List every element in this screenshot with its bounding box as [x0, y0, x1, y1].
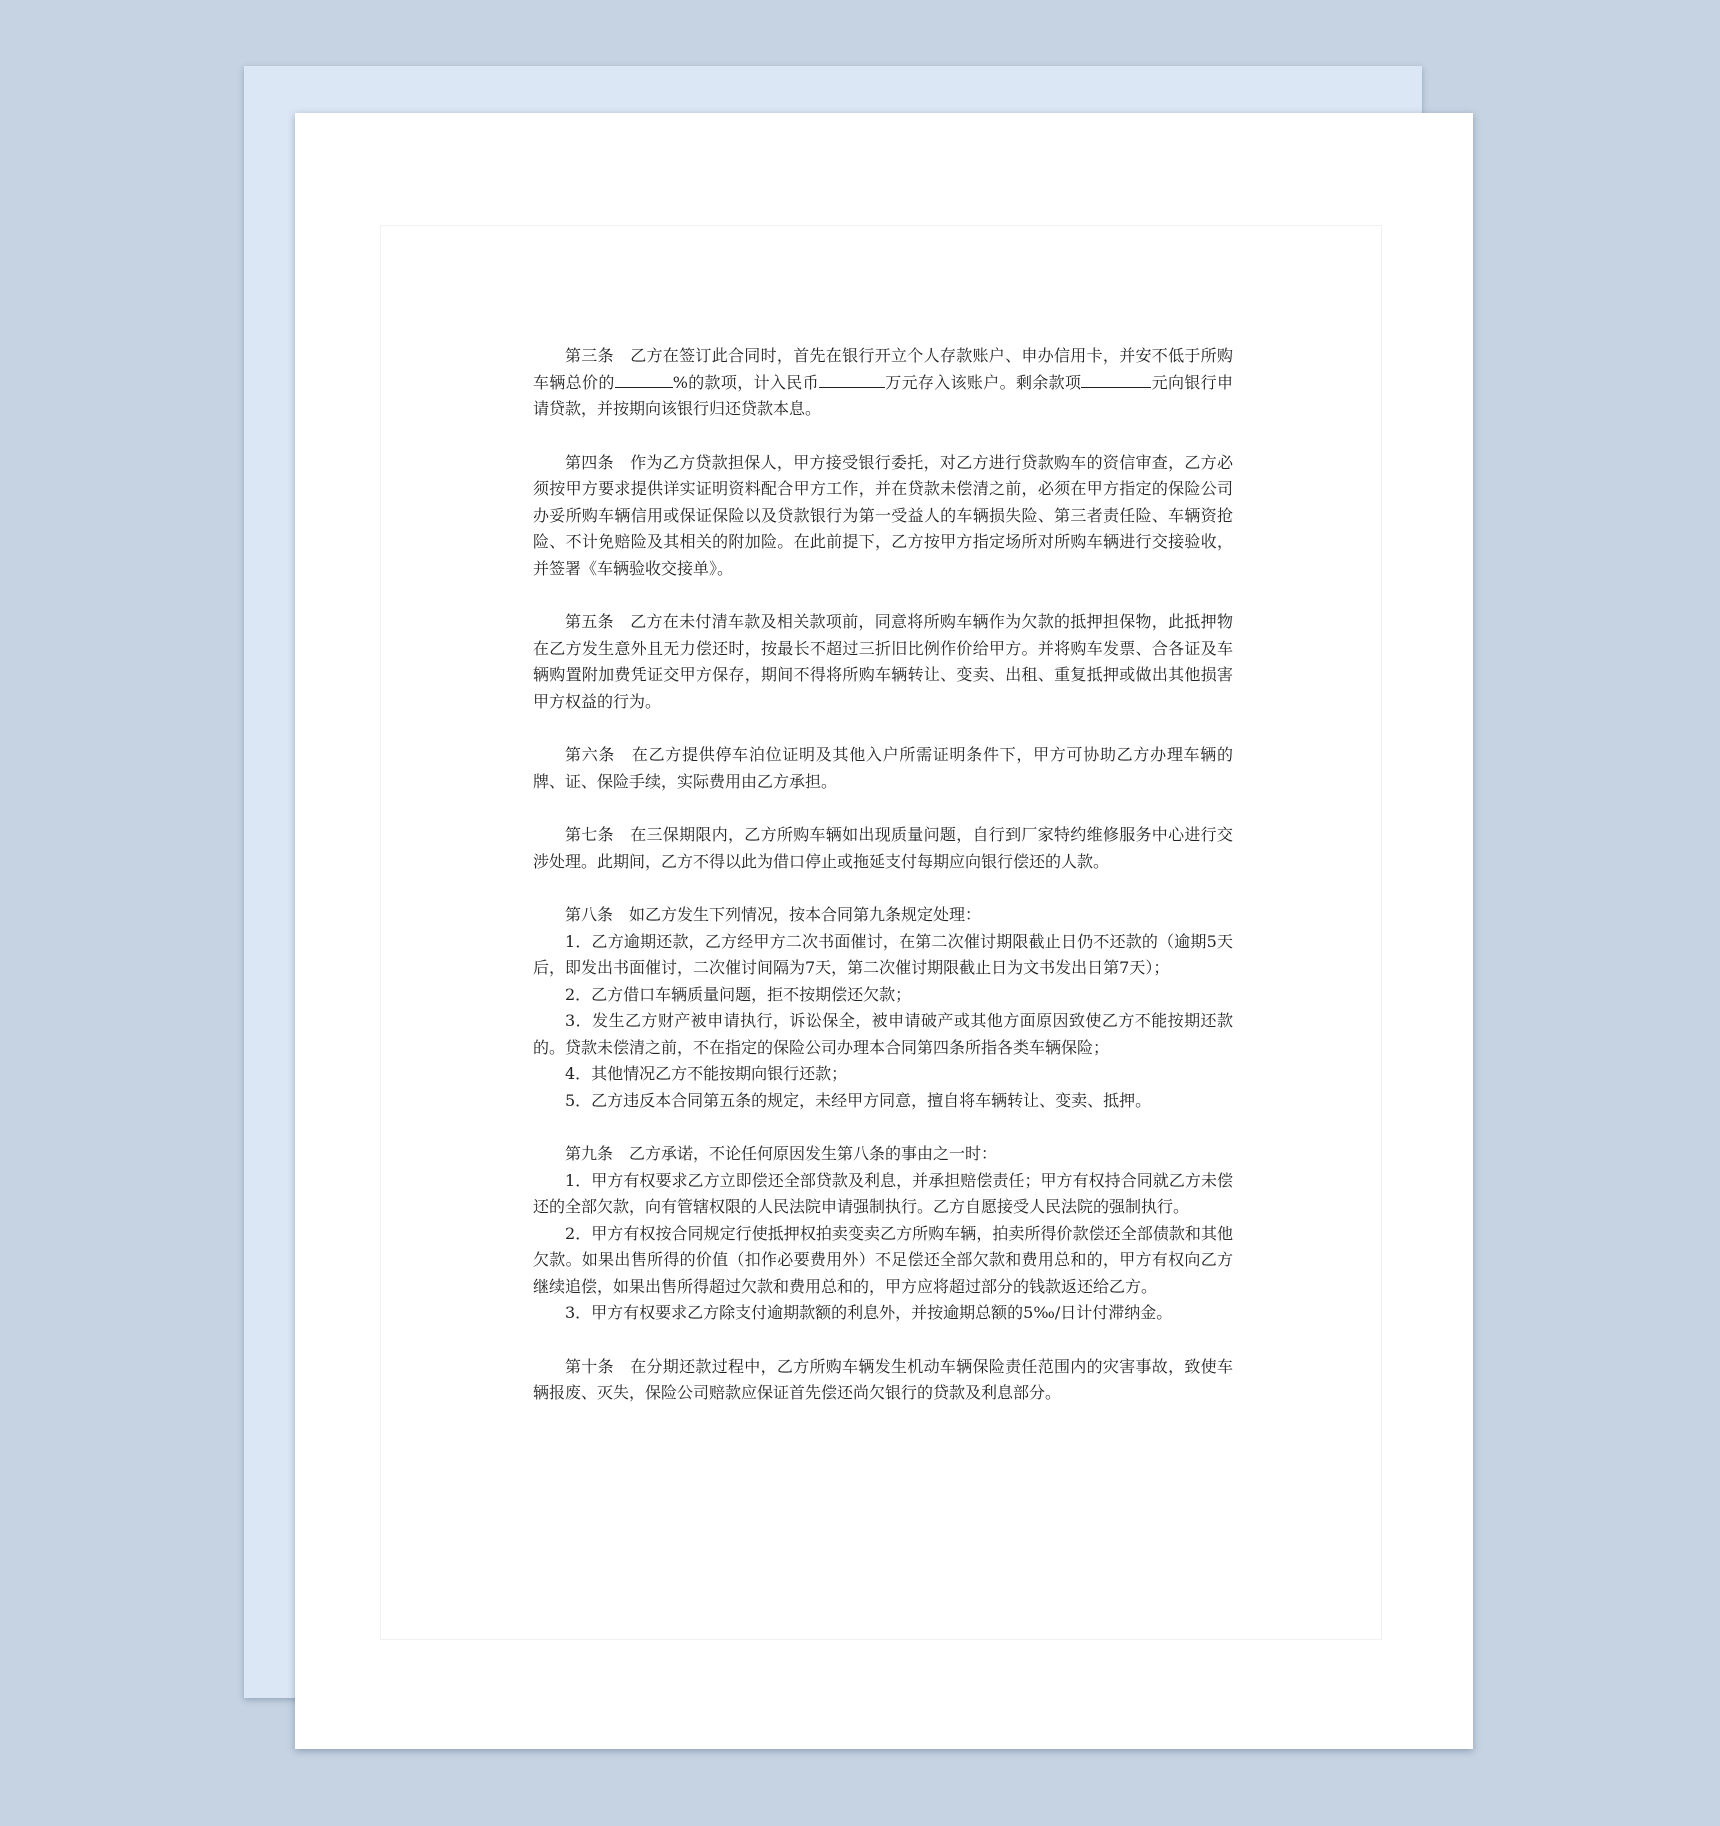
article-3-paragraph: 第三条 乙方在签订此合同时，首先在银行开立个人存款账户、申办信用卡，并安不低于所购车辆总价的 %的款项，计入民币 万元存入该账户。剩余款项 元向银行申请贷款，并按期向该银行归还贷款本息。: [533, 346, 1233, 418]
article-8-item-1: 1．乙方逾期还款，乙方经甲方二次书面催讨，在第二次催讨期限截止日仍不还款的（逾期5天后，即发出书面催讨，二次催讨间隔为7天，第二次催讨期限截止日为文书发出日第7天）；: [533, 931, 1233, 977]
article-8-item-5: 5．乙方违反本合同第五条的规定，未经甲方同意，擅自将车辆转让、变卖、抵押。: [565, 1090, 1152, 1110]
article-8: [533, 902, 1233, 1114]
blank-amount-loan: [1081, 371, 1151, 388]
article-9-paragraph: 第九条 乙方承诺，不论任何原因发生第八条的事由之一时：: [565, 1144, 998, 1163]
article-6: [533, 742, 1233, 795]
article-7-paragraph: 第七条 在三保期限内，乙方所购车辆如出现质量问题，自行到厂家特约维修服务中心进行交涉处理。此期间，乙方不得以此为借口停止或拖延支付每期应向银行偿还的人款。: [533, 825, 1233, 871]
article-7: [533, 822, 1233, 875]
article-6-paragraph: 第六条 在乙方提供停车泊位证明及其他入户所需证明条件下，甲方可协助乙方办理车辆的牌、证、保险手续，实际费用由乙方承担。: [533, 745, 1233, 791]
article-5: [533, 609, 1233, 715]
article-9: [533, 1141, 1233, 1327]
contract-body: [533, 343, 1233, 1434]
document-page: [295, 113, 1473, 1749]
article-5-paragraph: 第五条 乙方在未付清车款及相关款项前，同意将所购车辆作为欠款的抵押担保物，此抵押物在乙方发生意外且无力偿还时，按最长不超过三折旧比例作价给甲方。并将购车发票、合各证及车辆购置附加费凭证交甲方保存，期间不得将所购车辆转让、变卖、出租、重复抵押或做出其他损害甲方权益的行为。: [533, 612, 1233, 711]
article-8-paragraph: 第八条 如乙方发生下列情况，按本合同第九条规定处理：: [565, 905, 982, 924]
article-3: [533, 343, 1233, 423]
article-8-item-3: 3．发生乙方财产被申请执行，诉讼保全，被申请破产或其他方面原因致使乙方不能按期还款的。贷款未偿清之前，不在指定的保险公司办理本合同第四条所指各类车辆保险；: [533, 1011, 1233, 1057]
article-9-item-3: 3．甲方有权要求乙方除支付逾期款额的利息外，并按逾期总额的5‰/日计付滞纳金。: [565, 1303, 1173, 1322]
article-4: [533, 450, 1233, 583]
blank-amount-deposit: [819, 371, 885, 388]
article-4-paragraph: 第四条 作为乙方贷款担保人，甲方接受银行委托，对乙方进行贷款购车的资信审查，乙方必须按甲方要求提供详实证明资料配合甲方工作，并在贷款未偿清之前，必须在甲方指定的保险公司办妥所购车辆信用或保证保险以及贷款银行为第一受益人的车辆损失险、第三者责任险、车辆资抢险、不计免赔险及其相关的附加险。在此前提下，乙方按甲方指定场所对所购车辆进行交接验收，并签署《车辆验收交接单》。: [533, 452, 1233, 578]
blank-percentage: [615, 371, 673, 388]
article-8-item-2: 2．乙方借口车辆质量问题，拒不按期偿还欠款；: [565, 984, 912, 1004]
article-10-paragraph: 第十条 在分期还款过程中，乙方所购车辆发生机动车辆保险责任范围内的灾害事故，致使车辆报废、灭失，保险公司赔款应保证首先偿还尚欠银行的贷款及利息部分。: [533, 1356, 1233, 1402]
article-9-item-1: 1．甲方有权要求乙方立即偿还全部贷款及利息，并承担赔偿责任；甲方有权持合同就乙方未偿还的全部欠款，向有管辖权限的人民法院申请强制执行。乙方自愿接受人民法院的强制执行。: [533, 1170, 1233, 1216]
article-10: [533, 1354, 1233, 1407]
article-9-item-2: 2．甲方有权按合同规定行使抵押权拍卖变卖乙方所购车辆，拍卖所得价款偿还全部债款和其他欠款。如果出售所得的价值（扣作必要费用外）不足偿还全部欠款和费用总和的，甲方有权向乙方继续追偿，如果出售所得超过欠款和费用总和的，甲方应将超过部分的钱款返还给乙方。: [533, 1223, 1233, 1296]
article-8-item-4: 4．其他情况乙方不能按期向银行还款；: [565, 1064, 848, 1083]
